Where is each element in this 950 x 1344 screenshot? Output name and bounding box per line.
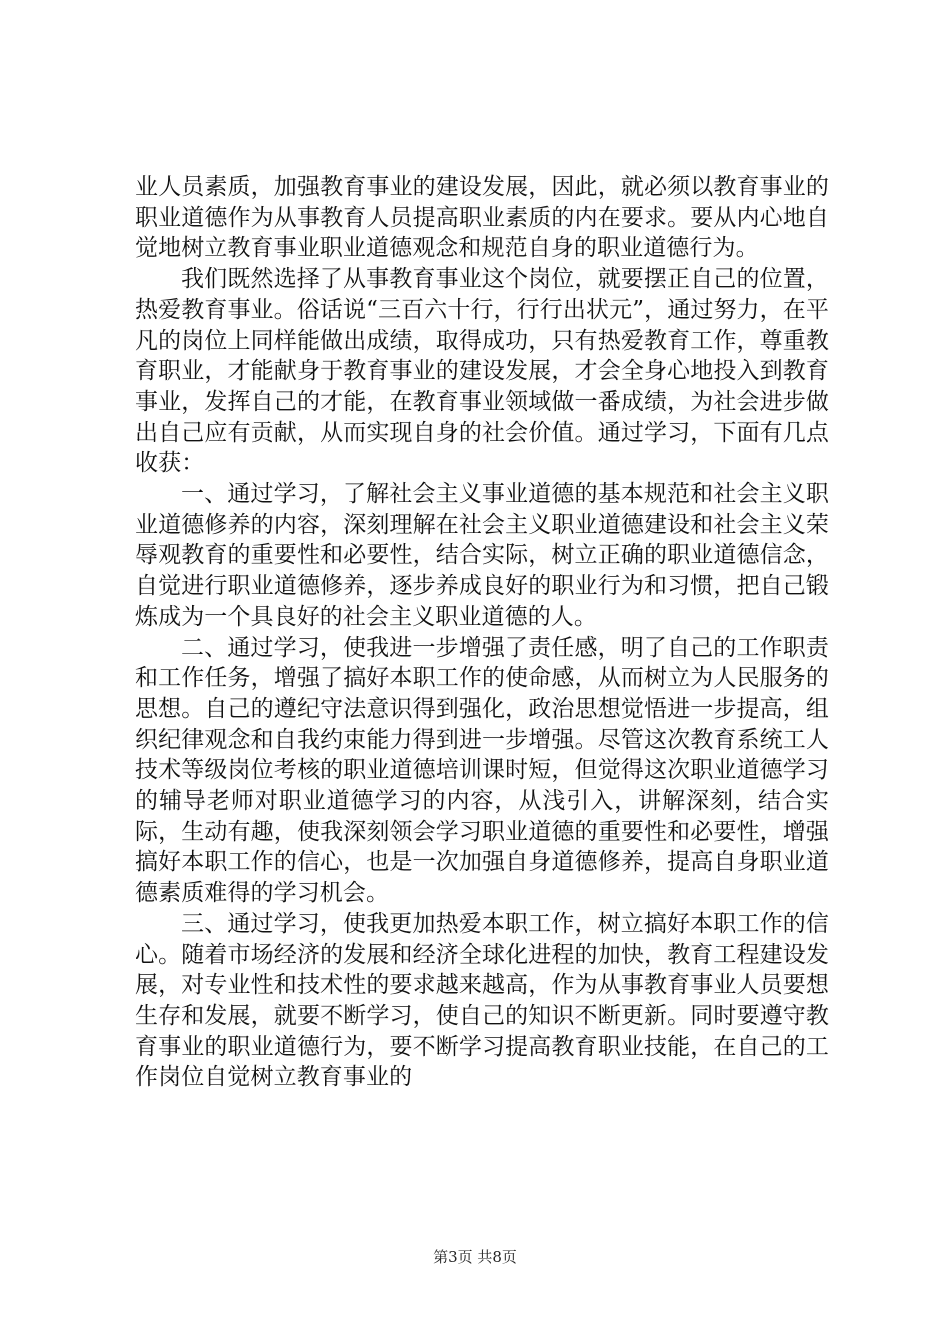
paragraph-point-one: 一、通过学习，了解社会主义事业道德的基本规范和社会主义职业道德修养的内容，深刻理解在社会主义职业道德建设和社会主义荣辱观教育的重要性和必要性，结合实际，树立正确的职业道德信念，自觉进行职业道德修养，逐步养成良好的职业行为和习惯，把自己锻炼成为一个具良好的社会主义职业道德的人。 (135, 481, 829, 630)
paragraph-point-two: 二、通过学习，使我进一步增强了责任感，明了自己的工作职责和工作任务，增强了搞好本职工作的使命感，从而树立为人民服务的思想。自己的遵纪守法意识得到强化，政治思想觉悟进一步提高，组织纪律观念和自我约束能力得到进一步增强。尽管这次教育系统工人技术等级岗位考核的职业道德培训课时短，但觉得这次职业道德学习的辅导老师对职业道德学习的内容，从浅引入，讲解深刻，结合实际，生动有趣，使我深刻领会学习职业道德的重要性和必要性，增强搞好本职工作的信心，也是一次加强自身道德修养，提高自身职业道德素质难得的学习机会。 (135, 634, 829, 907)
document-body (135, 172, 829, 1093)
paragraph-intro: 我们既然选择了从事教育事业这个岗位，就要摆正自己的位置，热爱教育事业。俗话说“三百六十行，行行出状元”，通过努力，在平凡的岗位上同样能做出成绩，取得成功，只有热爱教育工作，尊重教育职业，才能献身于教育事业的建设发展，才会全身心地投入到教育事业，发挥自己的才能，在教育事业领域做一番成绩，为社会进步做出自己应有贡献，从而实现自身的社会价值。通过学习，下面有几点收获： (135, 266, 829, 477)
page-number-footer: 第3页 共8页 (433, 1248, 517, 1266)
paragraph-continuation: 业人员素质，加强教育事业的建设发展，因此，就必须以教育事业的职业道德作为从事教育人员提高职业素质的内在要求。要从内心地自觉地树立教育事业职业道德观念和规范自身的职业道德行为。 (135, 174, 829, 262)
paragraph-point-three: 三、通过学习，使我更加热爱本职工作，树立搞好本职工作的信心。随着市场经济的发展和经济全球化进程的加快，教育工程建设发展，对专业性和技术性的要求越来越高，作为从事教育事业人员要想生存和发展，就要不断学习，使自己的知识不断更新。同时要遵守教育事业的职业道德行为，要不断学习提高教育职业技能，在自己的工作岗位自觉树立教育事业的 (135, 910, 829, 1091)
